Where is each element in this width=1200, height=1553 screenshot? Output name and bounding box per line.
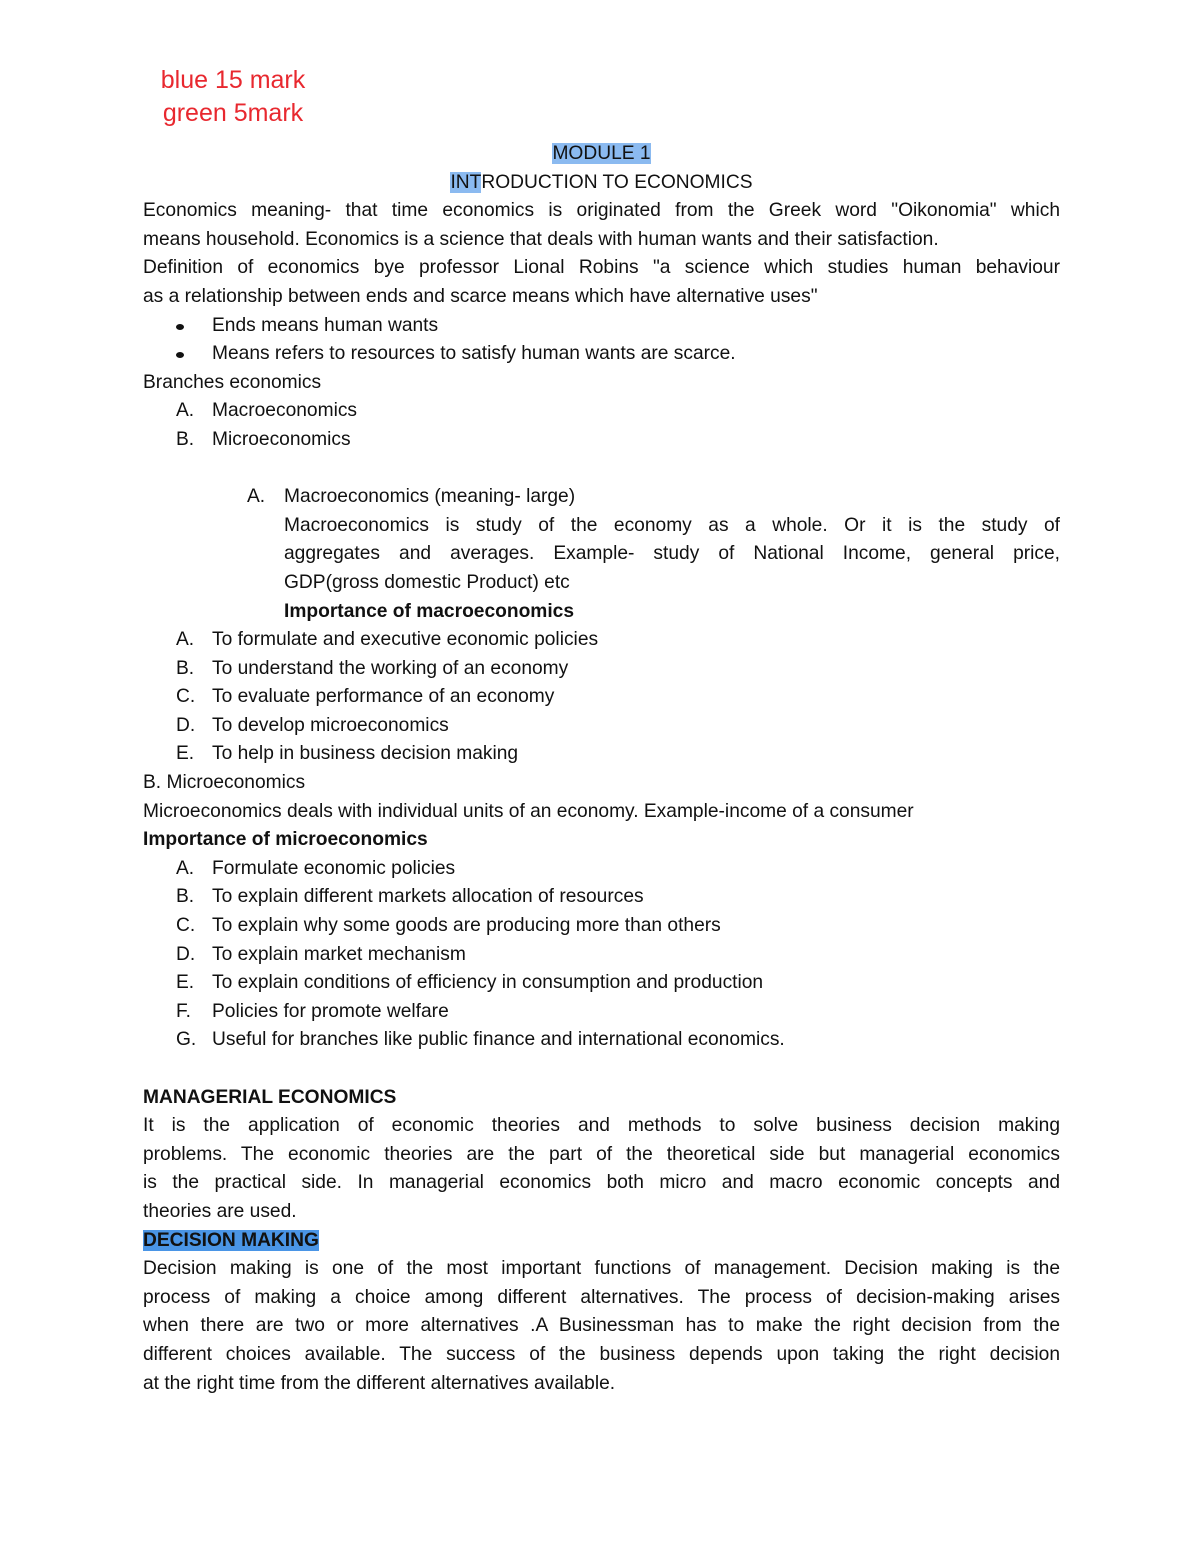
intro-line-1: Economics meaning- that time economics is originated from the Greek word "Oikonomia" which (143, 200, 1060, 222)
intro-line-4: as a relationship between ends and scarce means which have alternative uses" (143, 285, 818, 307)
micro-importance-item (143, 969, 1060, 998)
micro-importance-heading: Importance of microeconomics (143, 829, 428, 851)
list-label: G. (176, 1029, 197, 1051)
macro-importance-item (143, 712, 1060, 741)
list-text: To explain conditions of efficiency in consumption and production (212, 972, 764, 994)
macro-importance-heading: Importance of macroeconomics (284, 600, 575, 622)
macro-desc-line-1: Macroeconomics is study of the economy as a whole. Or it is the study of (284, 514, 1060, 536)
list-label: D. (176, 943, 196, 965)
list-text: To evaluate performance of an economy (212, 686, 555, 708)
list-text: Macroeconomics (212, 400, 358, 422)
micro-title: B. Microeconomics (143, 772, 306, 794)
list-label: A. (176, 629, 195, 651)
branch-item (143, 426, 1060, 455)
list-label: E. (176, 743, 195, 765)
decision-line-3: when there are two or more alternatives .A Businessman has to make the right decision from the (143, 1315, 1060, 1337)
list-text: To develop microeconomics (212, 714, 449, 736)
managerial-line-3: is the practical side. In managerial economics both micro and macro economic concepts and (143, 1172, 1060, 1194)
micro-importance-item (143, 855, 1060, 884)
decision-line-4: different choices available. The success of the business depends upon taking the right decision (143, 1343, 1060, 1365)
list-text: Macroeconomics (meaning- large) (284, 486, 576, 508)
list-text: Useful for branches like public finance and international economics. (212, 1029, 785, 1051)
chapter-title (143, 169, 1060, 198)
managerial-line-4: theories are used. (143, 1200, 297, 1222)
macro-desc-line-3: GDP(gross domestic Product) etc (284, 571, 570, 593)
module-heading (143, 140, 1060, 169)
list-label: B. (176, 886, 195, 908)
list-text: To help in business decision making (212, 743, 519, 765)
decision-heading-text: DECISION MAKING (143, 1229, 319, 1251)
intro-line-3: Definition of economics bye professor Lional Robins "a science which studies human behaviour (143, 257, 1060, 279)
micro-importance-item (143, 912, 1060, 941)
micro-importance-item (143, 998, 1060, 1027)
managerial-line-2: problems. The economic theories are the part of the theoretical side but managerial economics (143, 1143, 1060, 1165)
macro-importance-item (143, 626, 1060, 655)
decision-heading (143, 1227, 1060, 1256)
list-label: C. (176, 686, 196, 708)
list-text: To understand the working of an economy (212, 657, 569, 679)
intro-line-2: means household. Economics is a science that deals with human wants and their satisfaction. (143, 228, 939, 250)
bullet-text: Ends means human wants (212, 314, 439, 336)
list-text: Policies for promote welfare (212, 1000, 449, 1022)
mark-legend (148, 64, 318, 130)
chapter-title-rest: RODUCTION TO ECONOMICS (481, 171, 753, 193)
spacer (143, 455, 1060, 484)
list-label: E. (176, 972, 195, 994)
macro-desc-line-2: aggregates and averages. Example- study of National Income, general price, (284, 543, 1060, 565)
list-text: Formulate economic policies (212, 857, 456, 879)
managerial-line-1: It is the application of economic theories and methods to solve business decision making (143, 1115, 1060, 1137)
legend-green: green 5mark (162, 99, 304, 127)
branches-heading: Branches economics (143, 371, 322, 393)
list-text: To formulate and executive economic policies (212, 629, 599, 651)
decision-line-2: process of making a choice among different alternatives. The process of decision-making arises (143, 1286, 1060, 1308)
list-label: A. (176, 857, 195, 879)
chapter-title-highlight: INT (450, 171, 482, 193)
micro-desc: Microeconomics deals with individual units of an economy. Example-income of a consumer (143, 800, 914, 822)
list-label: A. (176, 400, 195, 422)
list-text: To explain why some goods are producing more than others (212, 915, 721, 937)
spacer (143, 1055, 1060, 1084)
managerial-heading: MANAGERIAL ECONOMICS (143, 1086, 397, 1108)
list-text: Microeconomics (212, 428, 351, 450)
macro-importance-item (143, 655, 1060, 684)
list-text: To explain different markets allocation of resources (212, 886, 644, 908)
bullet-text: Means refers to resources to satisfy human wants are scarce. (212, 343, 736, 365)
list-text: To explain market mechanism (212, 943, 466, 965)
micro-importance-item (143, 941, 1060, 970)
module-label: MODULE 1 (552, 143, 651, 164)
decision-line-1: Decision making is one of the most important functions of management. Decision making is the (143, 1258, 1060, 1280)
list-label: B. (176, 428, 195, 450)
decision-line-5: at the right time from the different alternatives available. (143, 1372, 616, 1394)
bullet-dot-icon (176, 324, 184, 330)
macro-importance-item (143, 683, 1060, 712)
branch-item (143, 397, 1060, 426)
bullet-dot-icon (176, 352, 184, 358)
micro-importance-item (143, 1026, 1060, 1055)
macro-importance-item (143, 740, 1060, 769)
bullet-item (143, 340, 1060, 369)
macro-title (143, 483, 1060, 512)
micro-importance-item (143, 883, 1060, 912)
list-label: B. (176, 657, 195, 679)
list-label: A. (247, 486, 266, 508)
list-label: F. (176, 1000, 191, 1022)
document-body (143, 140, 1060, 1398)
bullet-item (143, 312, 1060, 341)
list-label: D. (176, 714, 196, 736)
list-label: C. (176, 915, 196, 937)
legend-blue: blue 15 mark (160, 66, 306, 94)
